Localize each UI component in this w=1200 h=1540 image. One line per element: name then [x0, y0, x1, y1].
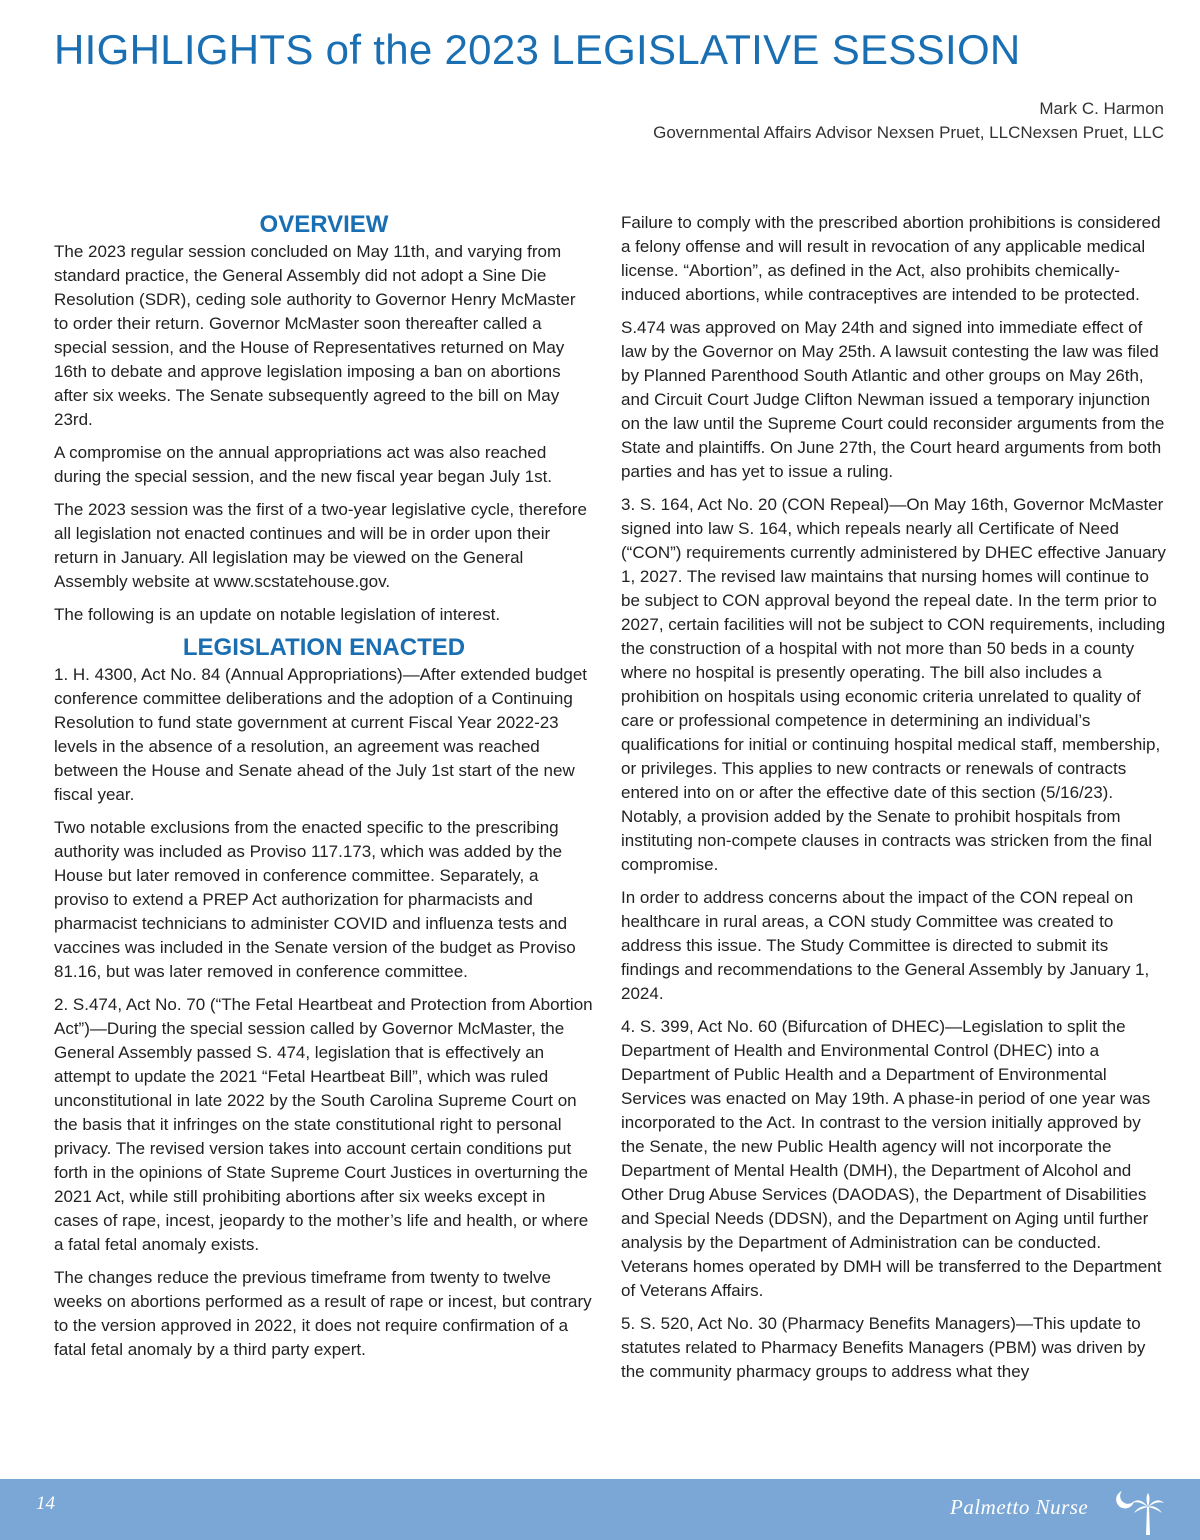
paragraph: Failure to comply with the prescribed abortion prohibitions is considered a felony offense and will result in revocation of any applicable medical license. “Abortion”, as defined in the Act, also prohibits chemically-induced abortions, while contraceptives are intended to be protected.: [621, 213, 1161, 304]
footer-bar: [0, 1479, 1200, 1540]
paragraph: 3. S. 164, Act No. 20 (CON Repeal)—On May 16th, Governor McMaster signed into law S. 164, which repeals nearly all Certificate of Need (“CON”) requirements currently administered by DHEC effective January 1, 2027. The revised law maintains that nursing homes will continue to be subject to CON approval beyond the repeal date. In the term prior to 2027, certain facilities will not be subject to CON requirements, including the construction of a hospital with not more than 50 beds in a county where no hospital is presently operating. The bill also includes a prohibition on hospitals using economic criteria unrelated to quality of care or professional competence in determining an individual’s qualifications for initial or continuing hospital medical staff, membership, or privileges. This applies to new contracts or renewals of contracts entered into on or after the effective date of this section (5/16/23). Notably, a provision added by the Senate to prohibit hospitals from instituting non-compete clauses in contracts was stricken from the final compromise.: [621, 495, 1166, 874]
paragraph: Two notable exclusions from the enacted specific to the prescribing authority was included as Proviso 117.173, which was added by the House but later removed in conference committee. Separately, a proviso to extend a PREP Act authorization for pharmacists and pharmacist technicians to administer COVID and influenza tests and vaccines was included in the Senate version of the budget as Proviso 81.16, but was later removed in conference committee.: [54, 818, 576, 981]
paragraph: The 2023 session was the first of a two-year legislative cycle, therefore all legislation not enacted continues and will be in order upon their return in January. All legislation may be viewed on the General Assembly website at www.scstatehouse.gov.: [54, 500, 587, 591]
author-title: Governmental Affairs Advisor Nexsen Pruet, LLCNexsen Pruet, LLC: [653, 123, 1164, 142]
paragraph: 2. S.474, Act No. 70 (“The Fetal Heartbeat and Protection from Abortion Act”)—During the special session called by Governor McMaster, the General Assembly passed S. 474, legislation that is effectively an attempt to update the 2021 “Fetal Heartbeat Bill”, which was ruled unconstitutional in late 2022 by the South Carolina Supreme Court on the basis that it infringes on the state constitutional right to personal privacy. The revised version takes into account certain conditions put forth in the opinions of State Supreme Court Justices in overturning the 2021 Act, while still prohibiting abortions after six weeks except in cases of rape, incest, jeopardy to the mother’s life and health, or where a fatal fetal anomaly exists.: [54, 995, 593, 1254]
left-column: [54, 210, 594, 1371]
paragraph: In order to address concerns about the impact of the CON repeal on healthcare in rural areas, a CON study Committee was created to address this issue. The Study Committee is directed to submit its findings and recommendations to the General Assembly by January 1, 2024.: [621, 888, 1150, 1003]
paragraph: S.474 was approved on May 24th and signed into immediate effect of law by the Governor on May 25th. A lawsuit contesting the law was filed by Planned Parenthood South Atlantic and other groups on May 26th, and Circuit Court Judge Clifton Newman issued a temporary injunction on the law until the Supreme Court could reconsider arguments from the State and plaintiffs. On June 27th, the Court heard arguments from both parties and has yet to issue a ruling.: [621, 318, 1165, 481]
author-name: Mark C. Harmon: [1039, 99, 1164, 118]
byline: [653, 97, 1164, 145]
palmetto-tree-crescent-icon: [1112, 1485, 1168, 1537]
paragraph: The changes reduce the previous timeframe from twenty to twelve weeks on abortions performed as a result of rape or incest, but contrary to the version approved in 2022, it does not require confirmation of a fatal fetal anomaly by a third party expert.: [54, 1268, 592, 1359]
legislation-enacted-heading: LEGISLATION ENACTED: [182, 634, 466, 661]
paragraph: 4. S. 399, Act No. 60 (Bifurcation of DHEC)—Legislation to split the Department of Health and Environmental Control (DHEC) into a Department of Public Health and a Department of Environmental Services was enacted on May 19th. A phase-in period of one year was incorporated to the Act. In contrast to the version initially approved by the Senate, the new Public Health agency will not incorporate the Department of Mental Health (DMH), the Department of Alcohol and Other Drug Abuse Services (DAODAS), the Department of Disabilities and Special Needs (DDSN), and the Department on Aging until further analysis by the Department of Administration can be conducted. Veterans homes operated by DMH will be transferred to the Department of Veterans Affairs.: [621, 1017, 1162, 1300]
paragraph: 1. H. 4300, Act No. 84 (Annual Appropriations)—After extended budget conference committee deliberations and the adoption of a Continuing Resolution to fund state government at current Fiscal Year 2022-23 levels in the absence of a resolution, an agreement was reached between the House and Senate ahead of the July 1st start of the new fiscal year.: [54, 665, 588, 804]
paragraph: The 2023 regular session concluded on May 11th, and varying from standard practice, the General Assembly did not adopt a Sine Die Resolution (SDR), ceding sole authority to Governor Henry McMaster to order their return. Governor McMaster soon thereafter called a special session, and the House of Representatives returned on May 16th to debate and approve legislation imposing a ban on abortions after six weeks. The Senate subsequently agreed to the bill on May 23rd.: [54, 242, 576, 429]
magazine-name: Palmetto Nurse: [950, 1495, 1089, 1519]
paragraph: 5. S. 520, Act No. 30 (Pharmacy Benefits Managers)—This update to statutes related to Pharmacy Benefits Managers (PBM) was driven by the community pharmacy groups to address what they: [621, 1314, 1146, 1381]
paragraph: The following is an update on notable legislation of interest.: [54, 605, 501, 624]
page-title: HIGHLIGHTS of the 2023 LEGISLATIVE SESSION: [54, 26, 1021, 73]
overview-heading: OVERVIEW: [259, 211, 389, 238]
right-column: [621, 211, 1166, 1393]
paragraph: A compromise on the annual appropriations act was also reached during the special session, and the new fiscal year began July 1st.: [54, 443, 553, 486]
page-number: 14: [36, 1493, 55, 1514]
